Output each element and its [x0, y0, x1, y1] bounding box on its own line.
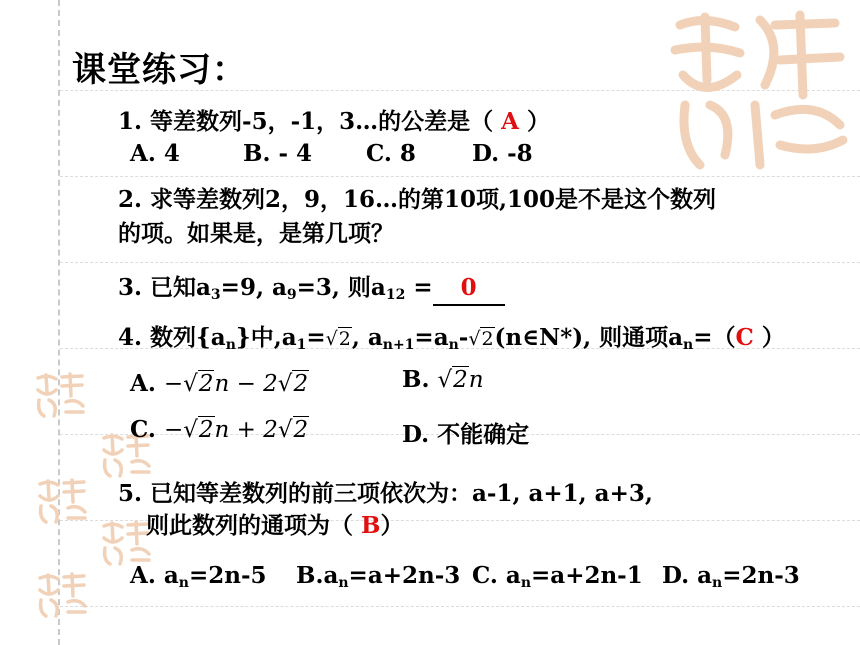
option-text: B.a [296, 562, 339, 589]
question-1-option-d: D. -8 [472, 140, 533, 167]
subscript: n [448, 337, 459, 353]
sqrt-symbol: √ [325, 328, 338, 350]
question-4 [118, 322, 785, 355]
question-3-text: =3, 则a [296, 274, 386, 301]
seal-logo-large [665, 5, 855, 175]
ruled-line [60, 606, 860, 607]
option-text: =2n-5 [188, 562, 267, 589]
question-4-text: = [306, 324, 326, 351]
option-text: D. a [662, 562, 713, 589]
question-4-text: 4. 数列{a [118, 324, 226, 351]
question-1-option-a: A. 4 [130, 140, 180, 167]
seal-logo-small [36, 478, 88, 524]
question-3-answer: 0 [460, 274, 477, 301]
subscript: 12 [385, 287, 406, 303]
question-5-answer: B [361, 512, 381, 539]
question-4-option-a [130, 370, 309, 397]
page-title: 课堂练习： [72, 50, 247, 90]
math-expression: √2n [437, 367, 484, 393]
question-4-text: - [458, 324, 469, 351]
question-4-text: =（ [693, 324, 736, 351]
question-1-close: ） [519, 108, 551, 135]
question-5-option-a [130, 562, 267, 589]
option-text: =2n-3 [722, 562, 800, 589]
option-text: C. a [472, 562, 521, 589]
seal-logo-small [36, 572, 88, 618]
subscript: n [178, 575, 189, 591]
subscript: n [683, 337, 694, 353]
question-4-text: ） [753, 324, 785, 351]
subscript: n [712, 575, 723, 591]
question-4-option-d [402, 416, 529, 449]
question-4-text: , a [351, 324, 383, 351]
ruled-line [60, 262, 860, 263]
answer-blank [433, 272, 505, 306]
question-4-text: (n∈N*), 则通项a [494, 324, 684, 351]
option-label: C. [130, 416, 156, 443]
question-1-option-c: C. 8 [366, 140, 416, 167]
question-3-text: =9, a [220, 274, 287, 301]
question-1-answer: A [501, 108, 519, 135]
question-5-option-c [472, 562, 643, 589]
question-5-line-1: 5. 已知等差数列的前三项依次为：a-1, a+1, a+3, [118, 480, 653, 507]
sqrt-symbol: √ [468, 328, 481, 350]
option-text: =a+2n-3 [348, 562, 461, 589]
option-text: =a+2n-1 [531, 562, 643, 589]
question-2-line-1: 2. 求等差数列2，9，16…的第10项,100是不是这个数列 [118, 186, 717, 213]
question-4-option-c [130, 416, 309, 443]
margin-rule [58, 0, 60, 645]
option-label: B. [402, 366, 430, 393]
sqrt-radicand: 2 [481, 328, 494, 350]
question-3 [118, 272, 505, 306]
question-4-text: }中,a [235, 324, 297, 351]
subscript: 1 [296, 337, 307, 353]
subscript: 9 [286, 287, 297, 303]
option-text: 不能确定 [437, 421, 530, 448]
question-4-option-b [402, 366, 484, 393]
subscript: n [520, 575, 532, 591]
question-5-text: 则此数列的通项为（ [146, 512, 362, 539]
question-1-option-b: B. - 4 [243, 140, 313, 167]
subscript: n [338, 575, 349, 591]
question-1 [118, 106, 550, 138]
question-4-text: =a [414, 324, 449, 351]
math-expression: −√2n − 2√2 [163, 371, 309, 397]
option-label: A. [130, 370, 156, 397]
math-expression: −√2n + 2√2 [163, 417, 309, 443]
question-3-text: 3. 已知a [118, 274, 211, 301]
subscript: n [225, 337, 236, 353]
option-label: D. [402, 421, 430, 448]
seal-logo-small [34, 372, 86, 418]
question-5-option-b [296, 562, 460, 589]
option-text: A. a [130, 562, 179, 589]
question-5-text: ） [380, 512, 404, 539]
question-2-line-2: 的项。如果是，是第几项？ [118, 220, 394, 247]
seal-logo-small [100, 520, 152, 566]
question-5-line-2 [146, 510, 403, 542]
question-3-text: = [405, 274, 433, 301]
question-4-answer: C [735, 324, 754, 351]
subscript: 3 [210, 287, 221, 303]
subscript: n+1 [382, 337, 415, 353]
question-1-text: 1. 等差数列-5，-1，3…的公差是（ [118, 108, 502, 135]
question-5-option-d [662, 562, 800, 589]
sqrt-radicand: 2 [338, 328, 351, 350]
ruled-line [60, 176, 860, 177]
